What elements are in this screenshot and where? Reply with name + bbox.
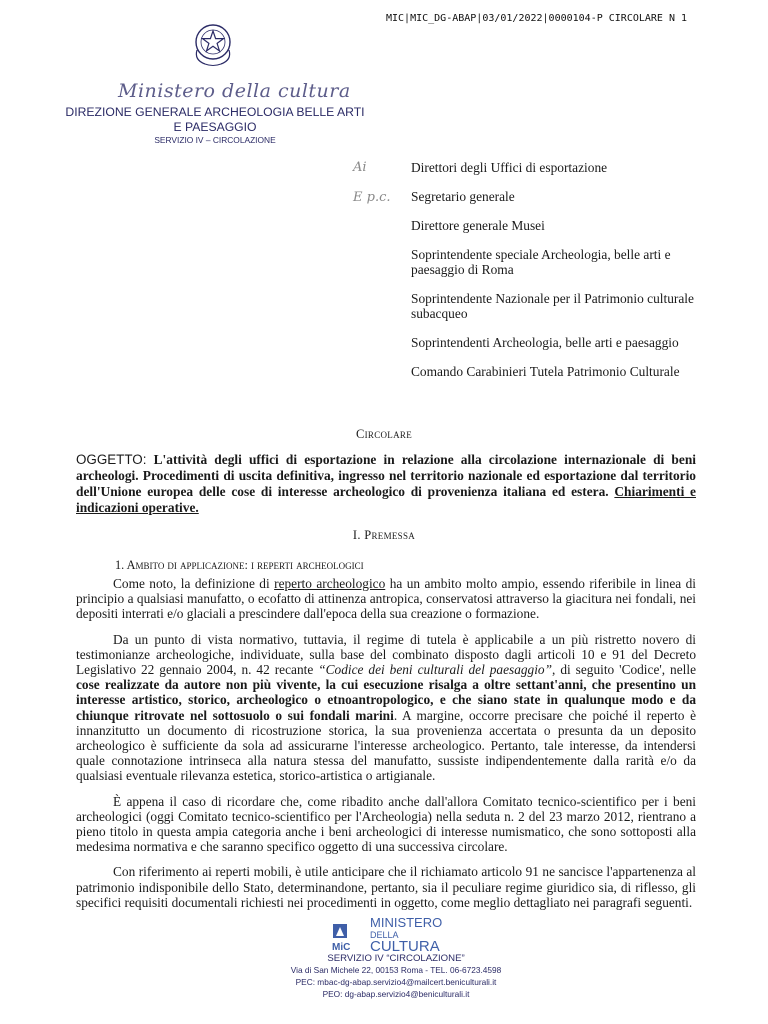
paragraph-underline: reperto archeologico <box>274 576 386 591</box>
footer <box>214 953 578 1001</box>
subsection-title: 1. Ambito di applicazione: i reperti archeologici <box>115 558 364 572</box>
recipient-item: Segretario generale <box>411 189 515 204</box>
mic-logo-line2: DELLA <box>370 930 399 940</box>
protocol-number: MIC|MIC_DG-ABAP|03/01/2022|0000104-P CIRCOLARE N 1 <box>386 13 688 24</box>
footer-address: Via di San Michele 22, 00153 Roma - TEL. 06-6723.4598 <box>290 965 502 975</box>
subject-underlined: Chiarimenti e indicazioni operative. <box>76 484 696 515</box>
servizio-header: SERVIZIO IV – CIRCOLAZIONE <box>154 135 276 145</box>
document-type-label: Circolare <box>355 427 413 441</box>
paragraph-bold: cose realizzate da autore non più vivente, la cui esecuzione risalga a oltre settant'anni, che presentino un interesse artistico, storico, archeologico o etnoantropologico, e che siano state in qualunque modo e da chiunque ritrovate nel sottosuolo o sui fondali marini <box>76 677 696 723</box>
mic-logo <box>330 914 460 952</box>
paragraph-text: . A margine, occorre precisare che poiché il reperto è innanzitutto un documento di ricostruzione storica, la sua provenienza accertata o presunta da un deposito archeologico è sufficiente da sola ad assicurarne l'interesse archeologico. Pertanto, tale interesse, da intendersi quale connotazione intrinseca alla natura stessa del manufatto, sussiste indipendentemente dalla rarità e/o da qualsiasi eventuale rilevanza estetica, storico-artistica o artigianale. <box>76 707 696 784</box>
direzione-line-1: DIREZIONE GENERALE ARCHEOLOGIA BELLE ARTI <box>65 105 365 119</box>
recipient-item: Comando Carabinieri Tutela Patrimonio Culturale <box>411 364 680 379</box>
subject-label: OGGETTO: <box>76 452 147 467</box>
body-text <box>76 576 696 920</box>
code-title: “Codice dei beni culturali del paesaggio” <box>318 662 553 678</box>
paragraph <box>76 576 696 622</box>
mic-logo-line1: MINISTERO <box>370 915 443 930</box>
footer-pec: PEC: mbac-dg-abap.servizio4@mailcert.beniculturali.it <box>295 977 497 988</box>
recipient-item: Soprintendenti Archeologia, belle arti e paesaggio <box>411 335 679 350</box>
paragraph-text: , di seguito 'Codice', nelle <box>552 662 696 678</box>
direzione-generale <box>60 105 370 135</box>
section-title: I. Premessa <box>352 528 416 542</box>
paragraph-text: Da un punto di vista normativo, tuttavia, il regime di tutela è applicabile a un più ristretto novero di testimonianze archeologiche, individuate, sulla base del combinato disposto dagli articoli 10 e 91 del Decreto Legislativo 22 gennaio 2004, n. 42 recante <box>76 631 696 678</box>
recipient-item: Soprintendente Nazionale per il Patrimonio culturale subacqueo <box>411 291 694 321</box>
ministry-script-name: Ministero della cultura <box>118 80 351 102</box>
paragraph: Con riferimento ai reperti mobili, è utile anticipare che il richiamato articolo 91 ne sancisce l'appartenenza al patrimonio indisponibile dello Stato, determinandone, pertanto, sia il peculiare regime giuridico sia, di riflesso, gli specifici requisiti documentali richiesti nei procedimenti in oggetto, come meglio dettagliato nei paragrafi seguenti. <box>76 864 696 910</box>
recipient-item: Direttori degli Uffici di esportazione <box>411 160 608 175</box>
recipients-mark-to: Ai <box>353 160 367 175</box>
subject-block <box>76 452 696 516</box>
paragraph-text: Come noto, la definizione di <box>113 576 270 591</box>
subject-text: L'attività degli uffici di esportazione in relazione alla circolazione internazionale di beni archeologi. Procedimenti di uscita definitiva, ingresso nel territorio nazionale ed esportazione dal territorio dell'Unione europea delle cose di interesse archeologico di provenienza italiana ed estera. <box>76 452 696 499</box>
italian-republic-emblem-icon <box>188 20 238 68</box>
recipients-list <box>411 160 711 393</box>
footer-servizio: SERVIZIO IV “CIRCOLAZIONE” <box>327 953 465 964</box>
paragraph: È appena il caso di ricordare che, come ribadito anche dall'allora Comitato tecnico-scientifico per i beni archeologici (oggi Comitato tecnico-scientifico per l'Archeologia) nella seduta n. 2 del 23 marzo 2012, rientrano a pieno titolo in questa ampia categoria anche i beni archeologici di interesse numismatico, che sono sottoposti alla medesima normativa e che saranno specifico oggetto di una successiva circolare. <box>76 793 696 855</box>
direzione-line-2: E PAESAGGIO <box>173 120 257 134</box>
mic-logo-acronym: MiC <box>332 942 351 952</box>
footer-peo: PEO: dg-abap.servizio4@beniculturali.it <box>322 989 470 1000</box>
paragraph-text: ha un ambito molto ampio, essendo riferibile in linea di principio a qualsiasi manufatto, o ecofatto di attinenza antropica, conservatosi attraverso la giacitura nei fondali, nei depositi interrati e/o glaciali a prescindere dall'epoca della sua creazione o formazione. <box>76 576 696 622</box>
recipients-mark-cc: E p.c. <box>353 190 391 205</box>
recipient-item: Direttore generale Musei <box>411 218 545 233</box>
paragraph <box>76 632 696 784</box>
mic-logo-line3: CULTURA <box>370 938 440 952</box>
recipient-item: Soprintendente speciale Archeologia, belle arti e paesaggio di Roma <box>411 247 671 277</box>
